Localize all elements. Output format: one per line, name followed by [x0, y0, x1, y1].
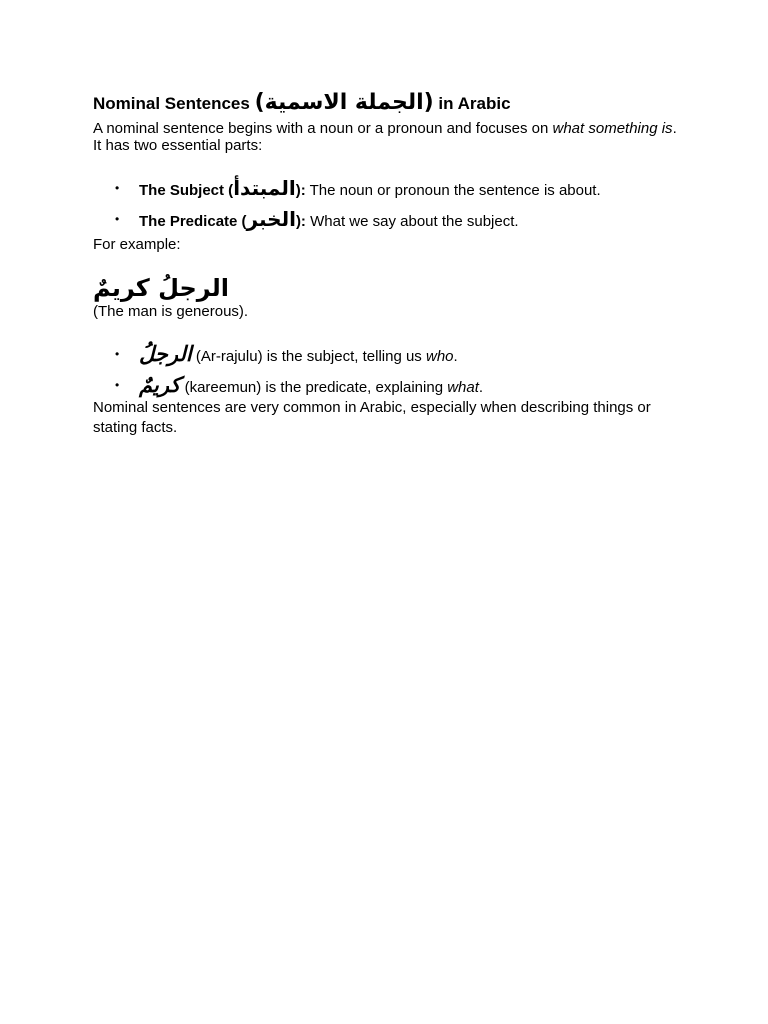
bullet-icon: • — [115, 378, 120, 392]
parts-list — [93, 174, 683, 236]
subject-arabic: المبتدأ — [233, 176, 296, 200]
page-title — [93, 88, 683, 119]
intro-paragraph — [93, 120, 683, 154]
breakdown-predicate-arabic: كريمٌ — [139, 373, 181, 397]
predicate-arabic: الخبر — [246, 207, 296, 231]
subject-description: The noun or pronoun the sentence is about. — [305, 182, 601, 199]
breakdown-subject-arabic: الرجلُ — [139, 342, 192, 366]
example-intro: For example: — [93, 236, 181, 253]
example-translation: (The man is generous). — [93, 303, 249, 320]
bullet-icon: • — [115, 347, 120, 361]
list-item-subject — [93, 174, 683, 205]
predicate-description: What we say about the subject. — [305, 213, 519, 230]
list-item-predicate — [93, 205, 683, 236]
document-page — [93, 88, 683, 438]
intro-italic: what something is — [552, 120, 673, 137]
bullet-icon: • — [115, 181, 120, 195]
subject-label: The Subject (المبتدأ): — [139, 176, 306, 200]
title-suffix: in Arabic — [433, 94, 511, 113]
example-arabic-sentence: الرجلُ كريمٌ — [93, 274, 229, 302]
title-arabic: (الجملة الاسمية) — [254, 90, 434, 115]
intro-text-2: . It has two essential parts: — [93, 120, 677, 154]
title-prefix: Nominal Sentences — [93, 94, 255, 113]
bullet-icon: • — [115, 212, 120, 226]
predicate-label: The Predicate (الخبر): — [139, 207, 306, 231]
list-item-breakdown-subject: • الرجلُ (Ar-rajulu) is the subject, telling us who. — [115, 342, 458, 366]
breakdown-list — [93, 340, 683, 402]
list-item-breakdown-predicate: • كريمٌ (kareemun) is the predicate, explaining what. — [115, 373, 484, 397]
closing-paragraph: Nominal sentences are very common in Arabic, especially when describing things or stating facts. — [93, 399, 651, 436]
intro-text-1: A nominal sentence begins with a noun or a pronoun and focuses on — [93, 120, 553, 137]
